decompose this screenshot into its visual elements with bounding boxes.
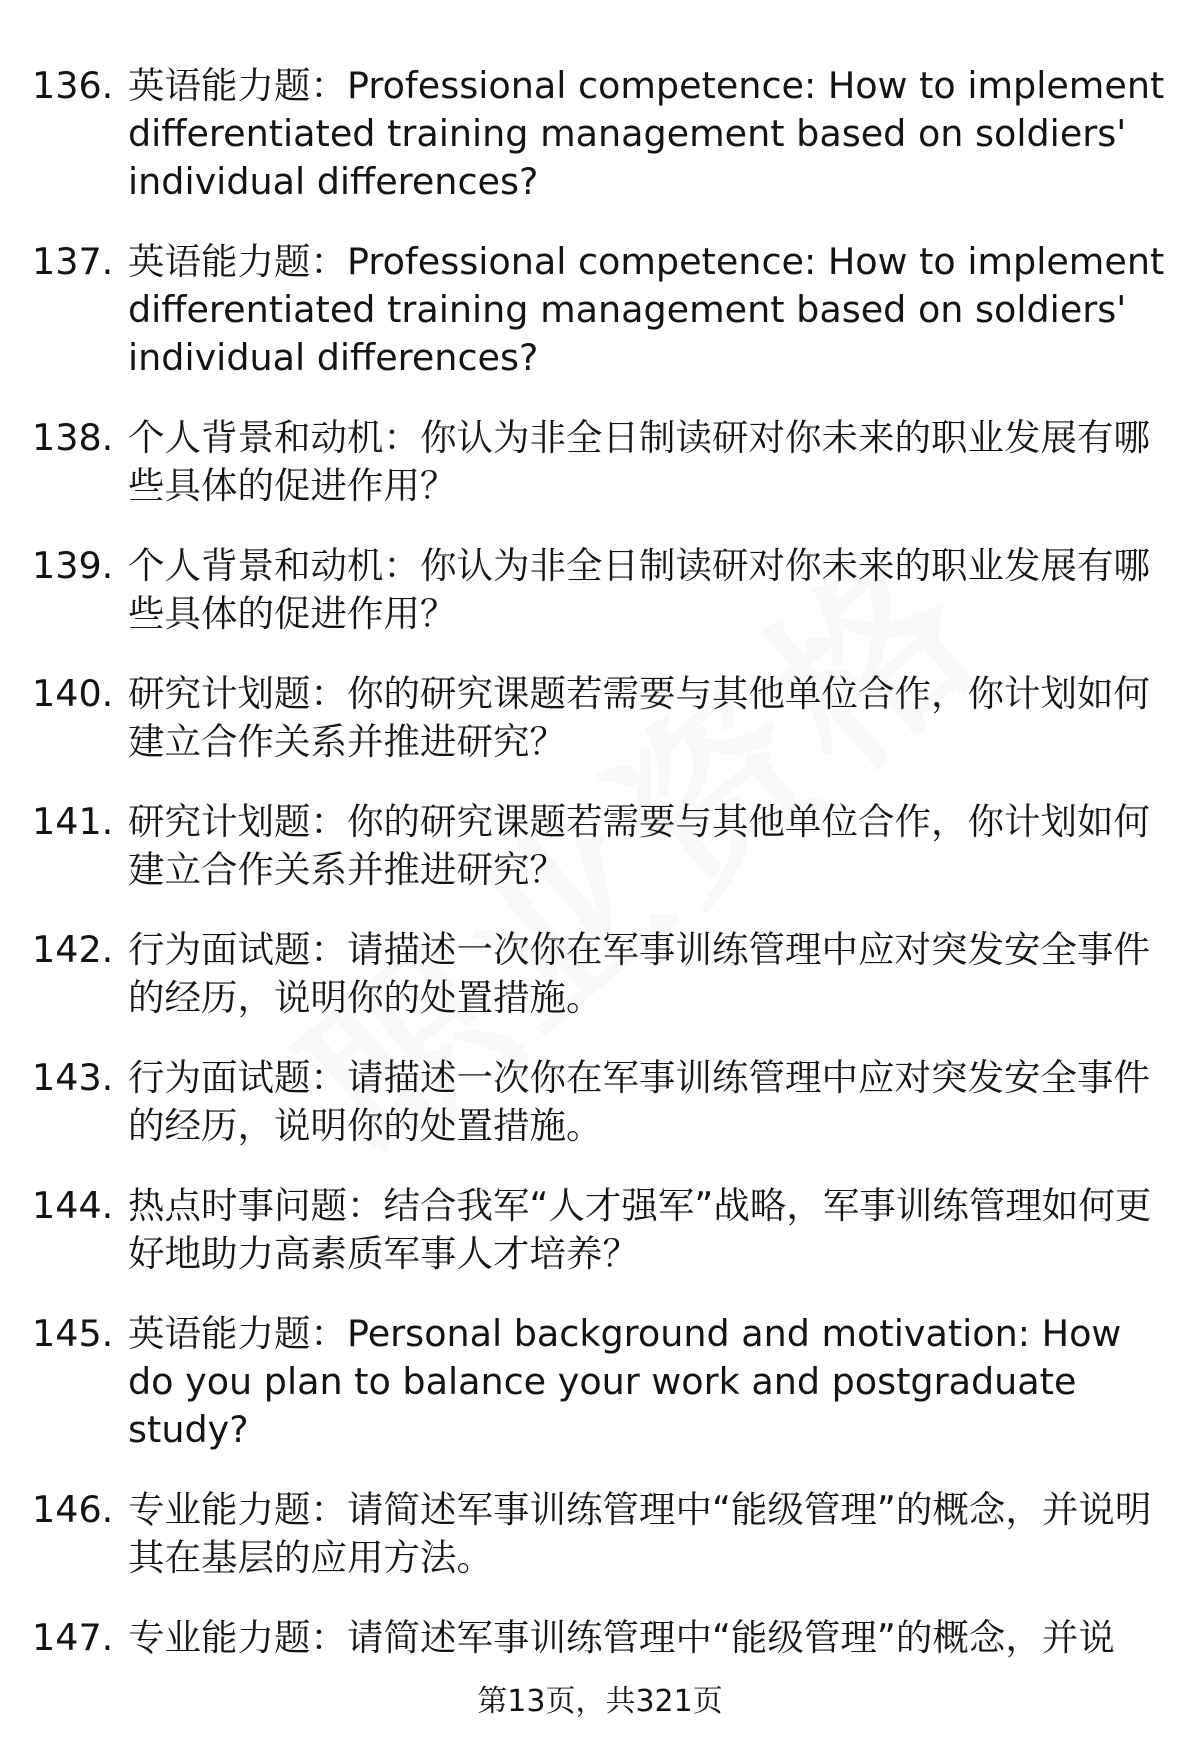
question-number: 143.	[32, 1056, 114, 1099]
question-text: 研究计划题：你的研究课题若需要与其他单位合作，你计划如何建立合作关系并推进研究？	[128, 800, 1150, 891]
question-text: 英语能力题：Personal background and motivation: How do you plan to balance your work and postgraduate study?	[128, 1312, 1122, 1451]
question-number: 141.	[32, 800, 114, 843]
question-text: 研究计划题：你的研究课题若需要与其他单位合作，你计划如何建立合作关系并推进研究？	[128, 672, 1150, 763]
question-number: 147.	[32, 1616, 114, 1659]
question-item	[32, 1614, 1168, 1662]
question-item	[32, 1182, 1168, 1278]
question-number: 137.	[32, 240, 114, 283]
question-item	[32, 1054, 1168, 1150]
question-number: 145.	[32, 1312, 114, 1355]
question-list	[32, 62, 1168, 1694]
question-number: 138.	[32, 416, 114, 459]
question-number: 139.	[32, 544, 114, 587]
question-text: 个人背景和动机：你认为非全日制读研对你未来的职业发展有哪些具体的促进作用？	[128, 416, 1150, 507]
question-item	[32, 1486, 1168, 1582]
question-text: 热点时事问题：结合我军“人才强军”战略，军事训练管理如何更好地助力高素质军事人才培养？	[128, 1184, 1152, 1275]
question-number: 142.	[32, 928, 114, 971]
question-text: 专业能力题：请简述军事训练管理中“能级管理”的概念，并说	[128, 1616, 1115, 1659]
question-item	[32, 414, 1168, 510]
question-item	[32, 798, 1168, 894]
question-number: 144.	[32, 1184, 114, 1227]
question-number: 140.	[32, 672, 114, 715]
question-text: 个人背景和动机：你认为非全日制读研对你未来的职业发展有哪些具体的促进作用？	[128, 544, 1150, 635]
question-text: 英语能力题：Professional competence: How to implement differentiated training management based on soldiers' individual differences?	[128, 64, 1165, 203]
question-text: 英语能力题：Professional competence: How to implement differentiated training management based on soldiers' individual differences?	[128, 240, 1165, 379]
question-text: 行为面试题：请描述一次你在军事训练管理中应对突发安全事件的经历，说明你的处置措施。	[128, 1056, 1150, 1147]
question-item	[32, 542, 1168, 638]
page-footer: 第13页，共321页	[477, 1684, 723, 1719]
question-item	[32, 1310, 1168, 1454]
question-text: 专业能力题：请简述军事训练管理中“能级管理”的概念，并说明其在基层的应用方法。	[128, 1488, 1152, 1579]
question-item	[32, 62, 1168, 206]
question-item	[32, 670, 1168, 766]
question-number: 146.	[32, 1488, 114, 1531]
question-text: 行为面试题：请描述一次你在军事训练管理中应对突发安全事件的经历，说明你的处置措施。	[128, 928, 1150, 1019]
question-number: 136.	[32, 64, 114, 107]
question-item	[32, 238, 1168, 382]
question-item	[32, 926, 1168, 1022]
